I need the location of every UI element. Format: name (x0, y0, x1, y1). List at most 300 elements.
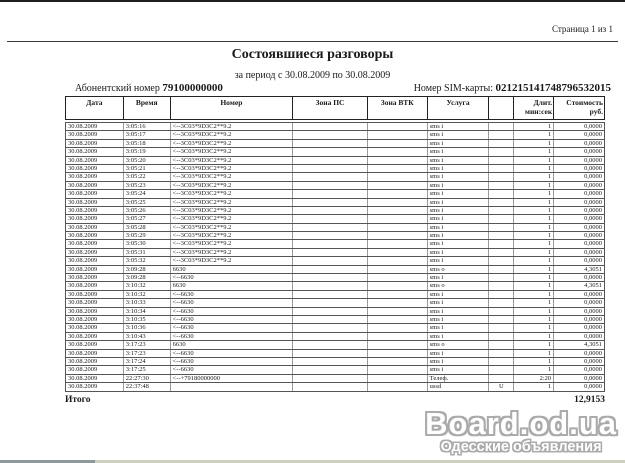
cell-number: <--3C03*9D3C2**9.2 (171, 240, 294, 247)
cell-number: <--6630 (171, 274, 294, 281)
cell-cost: 0,0000 (584, 324, 602, 332)
cell-service: sms i (428, 333, 490, 340)
sim-number: 021215141748796532015 (495, 82, 611, 94)
cell-service: sms i (428, 358, 490, 365)
cell-zone_ps (293, 182, 368, 189)
cell-dur: 1 (514, 173, 554, 180)
table-row (65, 172, 605, 181)
cell-date: 30.08.2009 (66, 173, 124, 180)
cell-number: <--6630 (171, 316, 294, 323)
cell-cost: 0,0000 (584, 307, 602, 315)
table-row (65, 122, 605, 131)
table-row (65, 256, 605, 265)
cell-zone_vtk (368, 173, 428, 180)
table-row (65, 156, 605, 165)
cell-zone_ps (293, 324, 368, 331)
cell-dur: 1 (514, 232, 554, 239)
cell-zone_ps (293, 148, 368, 155)
cell-zone_vtk (368, 207, 428, 214)
cell-flag (489, 232, 514, 239)
column-header-time: Время (124, 97, 171, 119)
top-border-line (0, 0, 625, 2)
cell-number: <--+79180000000 (171, 375, 294, 382)
cell-time: 3:05:19 (124, 148, 171, 155)
cell-date: 30.08.2009 (66, 383, 124, 390)
table-row (65, 340, 605, 349)
cell-zone_vtk (368, 341, 428, 348)
table-row (65, 365, 605, 374)
cell-time: 3:17:23 (124, 341, 171, 348)
table-row (65, 239, 605, 248)
cell-zone_ps (293, 299, 368, 306)
cell-dur: 1 (514, 249, 554, 256)
cell-dur: 1 (514, 299, 554, 306)
cell-cost: 0,0000 (584, 374, 602, 382)
total-label: Итого (65, 395, 91, 405)
cell-dur: 1 (514, 182, 554, 189)
table-row (65, 374, 605, 383)
cell-time: 3:05:26 (124, 207, 171, 214)
cell-service: sms i (428, 157, 490, 164)
cell-cost: 0,0000 (584, 139, 602, 147)
cell-date: 30.08.2009 (66, 249, 124, 256)
cell-time: 3:17:23 (124, 350, 171, 357)
cell-number: <--6630 (171, 358, 294, 365)
cell-time: 3:05:22 (124, 173, 171, 180)
cell-flag (489, 366, 514, 373)
column-header-cost: Стоимость руб. (566, 98, 603, 116)
cell-dur: 1 (514, 140, 554, 147)
cell-date: 30.08.2009 (66, 199, 124, 206)
cell-flag (489, 199, 514, 206)
cell-zone_vtk (368, 282, 428, 289)
subscriber-info-row (75, 82, 611, 94)
cell-dur: 1 (514, 215, 554, 222)
cell-date: 30.08.2009 (66, 182, 124, 189)
cell-cost: 0,0000 (584, 198, 602, 206)
cell-cost: 0,0000 (584, 383, 602, 391)
table-row (65, 281, 605, 290)
cell-flag (489, 173, 514, 180)
watermark (425, 406, 617, 455)
cell-dur: 1 (514, 131, 554, 138)
cell-zone_ps (293, 165, 368, 172)
cell-service: sms i (428, 249, 490, 256)
cell-cost: 0,0000 (584, 173, 602, 181)
cell-service: sms i (428, 299, 490, 306)
cell-zone_vtk (368, 157, 428, 164)
column-header-zone_ps: Зона ПС (293, 97, 368, 119)
cell-service: sms i (428, 240, 490, 247)
cell-flag (489, 316, 514, 323)
cell-flag (489, 165, 514, 172)
cell-dur: 1 (514, 224, 554, 231)
table-row (65, 139, 605, 148)
cell-number: 6630 (171, 282, 294, 289)
cell-date: 30.08.2009 (66, 257, 124, 264)
cell-service: sms i (428, 224, 490, 231)
cell-flag (489, 190, 514, 197)
cell-number: <--3C03*9D3C2**9.2 (171, 257, 294, 264)
cell-time: 3:05:21 (124, 165, 171, 172)
cell-time: 22:27:30 (124, 375, 171, 382)
table-row (65, 357, 605, 366)
column-header-zone_vtk: Зона ВТК (368, 97, 428, 119)
cell-zone_ps (293, 333, 368, 340)
cell-cost: 0,0000 (584, 332, 602, 340)
cell-flag (489, 240, 514, 247)
cell-dur: 1 (514, 358, 554, 365)
page-indicator: Страница 1 из 1 (552, 24, 613, 34)
cell-cost: 4,3051 (584, 265, 602, 273)
calls-table (65, 96, 605, 392)
column-header-dur: Длит. мин:сек (514, 97, 554, 119)
cell-dur: 1 (514, 341, 554, 348)
cell-flag (489, 333, 514, 340)
cell-number: <--6630 (171, 324, 294, 331)
header-rule (7, 41, 618, 42)
cell-cost: 0,0000 (584, 148, 602, 156)
cell-date: 30.08.2009 (66, 165, 124, 172)
cell-service: sms i (428, 173, 490, 180)
table-row (65, 248, 605, 257)
table-row (65, 323, 605, 332)
cell-cost: 0,0000 (584, 248, 602, 256)
cell-dur: 1 (514, 190, 554, 197)
cell-number: <--3C03*9D3C2**9.2 (171, 165, 294, 172)
cell-time: 3:17:24 (124, 358, 171, 365)
table-row (65, 189, 605, 198)
cell-dur: 1 (514, 165, 554, 172)
cell-service: sms i (428, 366, 490, 373)
cell-zone_ps (293, 240, 368, 247)
cell-dur: 1 (514, 240, 554, 247)
cell-service: sms i (428, 215, 490, 222)
cell-time: 3:10:36 (124, 324, 171, 331)
cell-zone_vtk (368, 232, 428, 239)
cell-service: sms i (428, 316, 490, 323)
cell-zone_vtk (368, 299, 428, 306)
cell-zone_ps (293, 215, 368, 222)
cell-number: <--3C03*9D3C2**9.2 (171, 215, 294, 222)
cell-dur: 1 (514, 274, 554, 281)
cell-cost: 4,3051 (584, 341, 602, 349)
cell-zone_vtk (368, 324, 428, 331)
cell-number: <--6630 (171, 291, 294, 298)
cell-cost: 0,0000 (584, 215, 602, 223)
cell-dur: 1 (514, 266, 554, 273)
cell-number: 6630 (171, 341, 294, 348)
cell-number: <--3C03*9D3C2**9.2 (171, 182, 294, 189)
cell-dur: 1 (514, 291, 554, 298)
cell-cost: 0,0000 (584, 131, 602, 139)
cell-flag (489, 140, 514, 147)
cell-time: 3:09:28 (124, 266, 171, 273)
cell-dur: 2:20 (514, 375, 554, 382)
cell-zone_vtk (368, 148, 428, 155)
cell-service: sms i (428, 274, 490, 281)
cell-number: <--6630 (171, 366, 294, 373)
cell-zone_vtk (368, 199, 428, 206)
table-body (65, 122, 605, 392)
cell-service: sms i (428, 199, 490, 206)
cell-date: 30.08.2009 (66, 140, 124, 147)
cell-zone_ps (293, 232, 368, 239)
table-row (65, 198, 605, 207)
cell-zone_ps (293, 224, 368, 231)
total-value: 12,9153 (574, 395, 605, 405)
cell-time: 22:37:48 (124, 383, 171, 390)
cell-zone_ps (293, 207, 368, 214)
cell-number: <--3C03*9D3C2**9.2 (171, 131, 294, 138)
cell-number: <--3C03*9D3C2**9.2 (171, 224, 294, 231)
cell-flag (489, 341, 514, 348)
cell-date: 30.08.2009 (66, 157, 124, 164)
cell-number: <--3C03*9D3C2**9.2 (171, 148, 294, 155)
cell-cost: 0,0000 (584, 257, 602, 265)
cell-zone_ps (293, 266, 368, 273)
cell-flag (489, 257, 514, 264)
cell-number: <--3C03*9D3C2**9.2 (171, 140, 294, 147)
cell-dur: 1 (514, 257, 554, 264)
column-header-number: Номер (171, 97, 294, 119)
table-row (65, 382, 605, 391)
cell-time: 3:05:28 (124, 224, 171, 231)
cell-flag (489, 207, 514, 214)
cell-zone_ps (293, 157, 368, 164)
cell-flag (489, 375, 514, 382)
cell-time: 3:05:32 (124, 257, 171, 264)
cell-number: 6630 (171, 266, 294, 273)
cell-date: 30.08.2009 (66, 207, 124, 214)
cell-zone_ps (293, 341, 368, 348)
cell-zone_ps (293, 140, 368, 147)
cell-flag (489, 308, 514, 315)
cell-flag (489, 358, 514, 365)
cell-dur: 1 (514, 148, 554, 155)
cell-date: 30.08.2009 (66, 232, 124, 239)
cell-flag (489, 282, 514, 289)
cell-cost: 0,0000 (584, 190, 602, 198)
table-row (65, 290, 605, 299)
cell-zone_ps (293, 123, 368, 130)
cell-time: 3:10:34 (124, 308, 171, 315)
cell-date: 30.08.2009 (66, 333, 124, 340)
cell-zone_ps (293, 366, 368, 373)
cell-service: sms i (428, 131, 490, 138)
cell-date: 30.08.2009 (66, 299, 124, 306)
cell-date: 30.08.2009 (66, 366, 124, 373)
cell-number: <--3C03*9D3C2**9.2 (171, 190, 294, 197)
watermark-tagline: Одесские объявления (440, 439, 602, 455)
cell-dur: 1 (514, 157, 554, 164)
cell-dur: 1 (514, 308, 554, 315)
watermark-brand: Board.od.ua (425, 406, 617, 441)
cell-date: 30.08.2009 (66, 123, 124, 130)
cell-date: 30.08.2009 (66, 240, 124, 247)
cell-zone_ps (293, 190, 368, 197)
cell-flag (489, 157, 514, 164)
cell-service: sms o (428, 266, 490, 273)
cell-date: 30.08.2009 (66, 324, 124, 331)
cell-cost: 0,0000 (584, 366, 602, 374)
cell-zone_vtk (368, 266, 428, 273)
cell-date: 30.08.2009 (66, 215, 124, 222)
cell-cost: 0,0000 (584, 164, 602, 172)
cell-time: 3:05:18 (124, 140, 171, 147)
cell-service: sms i (428, 190, 490, 197)
cell-flag: U (489, 383, 514, 390)
cell-zone_ps (293, 291, 368, 298)
cell-cost: 0,0000 (584, 181, 602, 189)
cell-date: 30.08.2009 (66, 375, 124, 382)
cell-zone_ps (293, 316, 368, 323)
cell-number: <--3C03*9D3C2**9.2 (171, 123, 294, 130)
cell-time: 3:17:25 (124, 366, 171, 373)
table-row (65, 307, 605, 316)
cell-number (171, 383, 294, 390)
cell-number: <--3C03*9D3C2**9.2 (171, 173, 294, 180)
cell-zone_ps (293, 350, 368, 357)
cell-dur: 1 (514, 366, 554, 373)
cell-date: 30.08.2009 (66, 224, 124, 231)
cell-zone_vtk (368, 375, 428, 382)
cell-date: 30.08.2009 (66, 131, 124, 138)
cell-number: <--3C03*9D3C2**9.2 (171, 249, 294, 256)
cell-number: <--6630 (171, 308, 294, 315)
cell-cost: 0,0000 (584, 223, 602, 231)
cell-cost: 0,0000 (584, 290, 602, 298)
cell-service: sms i (428, 324, 490, 331)
cell-dur: 1 (514, 333, 554, 340)
subscriber-info (75, 82, 223, 94)
cell-service: sms i (428, 350, 490, 357)
cell-dur: 1 (514, 383, 554, 390)
cell-zone_vtk (368, 383, 428, 390)
cell-cost: 0,0000 (584, 240, 602, 248)
table-row (65, 273, 605, 282)
cell-flag (489, 274, 514, 281)
cell-flag (489, 350, 514, 357)
table-row (65, 298, 605, 307)
cell-zone_vtk (368, 224, 428, 231)
cell-date: 30.08.2009 (66, 148, 124, 155)
cell-zone_ps (293, 383, 368, 390)
table-row (65, 206, 605, 215)
cell-flag (489, 324, 514, 331)
cell-time: 3:05:23 (124, 182, 171, 189)
cell-time: 3:05:16 (124, 123, 171, 130)
table-row (65, 332, 605, 341)
cell-time: 3:05:27 (124, 215, 171, 222)
cell-cost: 0,0000 (584, 232, 602, 240)
cell-flag (489, 224, 514, 231)
table-row (65, 147, 605, 156)
cell-date: 30.08.2009 (66, 291, 124, 298)
cell-zone_vtk (368, 249, 428, 256)
cell-time: 3:10:32 (124, 291, 171, 298)
cell-cost: 4,3051 (584, 282, 602, 290)
cell-cost: 0,0000 (584, 206, 602, 214)
page-title: Состоявшиеся разговоры (231, 47, 394, 62)
cell-time: 3:10:33 (124, 299, 171, 306)
cell-flag (489, 249, 514, 256)
cell-cost: 0,0000 (584, 299, 602, 307)
cell-service: sms o (428, 341, 490, 348)
cell-date: 30.08.2009 (66, 341, 124, 348)
table-row (65, 231, 605, 240)
table-row (65, 265, 605, 274)
cell-time: 3:05:31 (124, 249, 171, 256)
cell-number: <--3C03*9D3C2**9.2 (171, 157, 294, 164)
sim-label: Номер SIM-карты: (413, 83, 493, 94)
cell-zone_vtk (368, 358, 428, 365)
cell-flag (489, 299, 514, 306)
column-header-service: Услуга (428, 97, 490, 119)
cell-service: Телеф. (428, 375, 490, 382)
cell-number: <--3C03*9D3C2**9.2 (171, 232, 294, 239)
cell-service: ussd (428, 383, 490, 390)
cell-dur: 1 (514, 207, 554, 214)
cell-number: <--3C03*9D3C2**9.2 (171, 207, 294, 214)
cell-dur: 1 (514, 316, 554, 323)
cell-number: <--3C03*9D3C2**9.2 (171, 199, 294, 206)
cell-zone_ps (293, 257, 368, 264)
cell-flag (489, 266, 514, 273)
cell-flag (489, 215, 514, 222)
subscriber-label: Абонентский номер (75, 83, 160, 94)
cell-time: 3:05:24 (124, 190, 171, 197)
cell-cost: 0,0000 (584, 274, 602, 282)
subscriber-number: 79100000000 (162, 82, 223, 94)
cell-zone_ps (293, 308, 368, 315)
cell-cost: 0,0000 (584, 357, 602, 365)
cell-date: 30.08.2009 (66, 316, 124, 323)
cell-zone_vtk (368, 123, 428, 130)
cell-zone_ps (293, 249, 368, 256)
cell-time: 3:05:29 (124, 232, 171, 239)
cell-time: 3:05:30 (124, 240, 171, 247)
total-row (65, 395, 605, 405)
cell-service: sms i (428, 182, 490, 189)
table-row (65, 181, 605, 190)
cell-time: 3:10:35 (124, 316, 171, 323)
cell-service: sms i (428, 165, 490, 172)
cell-service: sms i (428, 207, 490, 214)
cell-zone_vtk (368, 291, 428, 298)
cell-zone_vtk (368, 190, 428, 197)
cell-time: 3:05:17 (124, 131, 171, 138)
cell-number: <--6630 (171, 333, 294, 340)
cell-zone_ps (293, 173, 368, 180)
cell-date: 30.08.2009 (66, 274, 124, 281)
cell-service: sms i (428, 257, 490, 264)
cell-zone_vtk (368, 257, 428, 264)
cell-date: 30.08.2009 (66, 190, 124, 197)
cell-date: 30.08.2009 (66, 350, 124, 357)
cell-service: sms i (428, 148, 490, 155)
cell-number: <--6630 (171, 299, 294, 306)
cell-flag (489, 148, 514, 155)
cell-zone_ps (293, 282, 368, 289)
cell-date: 30.08.2009 (66, 282, 124, 289)
cell-flag (489, 131, 514, 138)
table-row (65, 349, 605, 358)
cell-flag (489, 123, 514, 130)
cell-service: sms i (428, 140, 490, 147)
cell-zone_vtk (368, 140, 428, 147)
cell-zone_ps (293, 375, 368, 382)
